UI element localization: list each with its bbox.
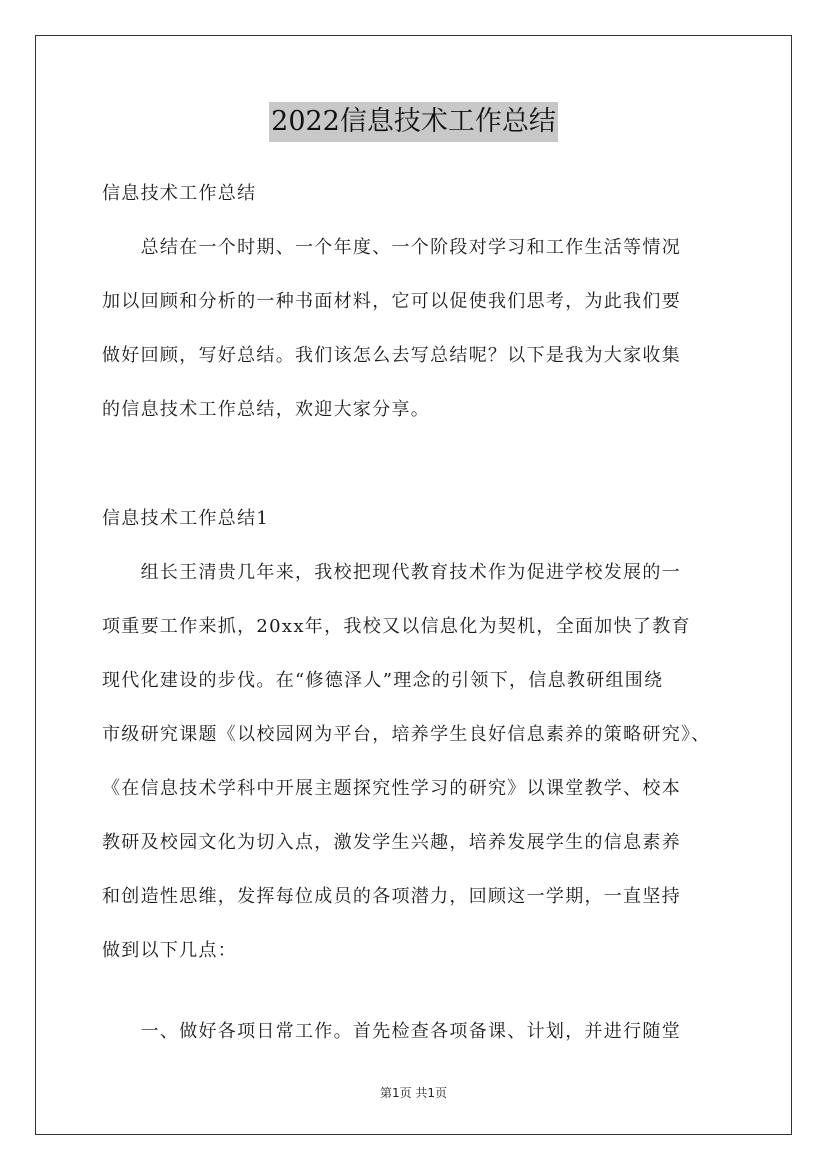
paragraph-line: 和创造性思维，发挥每位成员的各项潜力，回顾这一学期，一直坚持 bbox=[102, 886, 681, 907]
document-title: 2022信息技术工作总结 bbox=[269, 102, 558, 142]
paragraph-line: 加以回顾和分析的一种书面材料，它可以促使我们思考，为此我们要 bbox=[102, 291, 681, 312]
paragraph-line: 做到以下几点： bbox=[102, 940, 238, 961]
paragraph-line: 现代化建设的步伐。在“修德泽人”理念的引领下，信息教研组围绕 bbox=[102, 670, 664, 691]
section-heading: 信息技术工作总结1 bbox=[102, 508, 270, 529]
page-footer: 第1页 共1页 bbox=[379, 1086, 448, 1100]
paragraph-line: 做好回顾，写好总结。我们该怎么去写总结呢？以下是我为大家收集 bbox=[102, 345, 681, 366]
paragraph-line: 项重要工作来抓，20xx年，我校又以信息化为契机，全面加快了教育 bbox=[102, 616, 691, 637]
paragraph-line: 总结在一个时期、一个年度、一个阶段对学习和工作生活等情况 bbox=[102, 237, 681, 258]
paragraph-line: 一、做好各项日常工作。首先检查各项备课、计划，并进行随堂 bbox=[102, 1021, 681, 1042]
paragraph-line: 的信息技术工作总结，欢迎大家分享。 bbox=[102, 399, 431, 420]
paragraph-line: 市级研究课题《以校园网为平台，培养学生良好信息素养的策略研究》、 bbox=[102, 724, 711, 745]
section-heading: 信息技术工作总结 bbox=[102, 183, 257, 204]
title-container bbox=[0, 102, 827, 142]
paragraph-line: 《在信息技术学科中开展主题探究性学习的研究》以课堂教学、校本 bbox=[102, 778, 681, 799]
paragraph-line: 组长王清贵几年来，我校把现代教育技术作为促进学校发展的一 bbox=[102, 562, 681, 583]
paragraph-line: 教研及校园文化为切入点，激发学生兴趣，培养发展学生的信息素养 bbox=[102, 832, 681, 853]
